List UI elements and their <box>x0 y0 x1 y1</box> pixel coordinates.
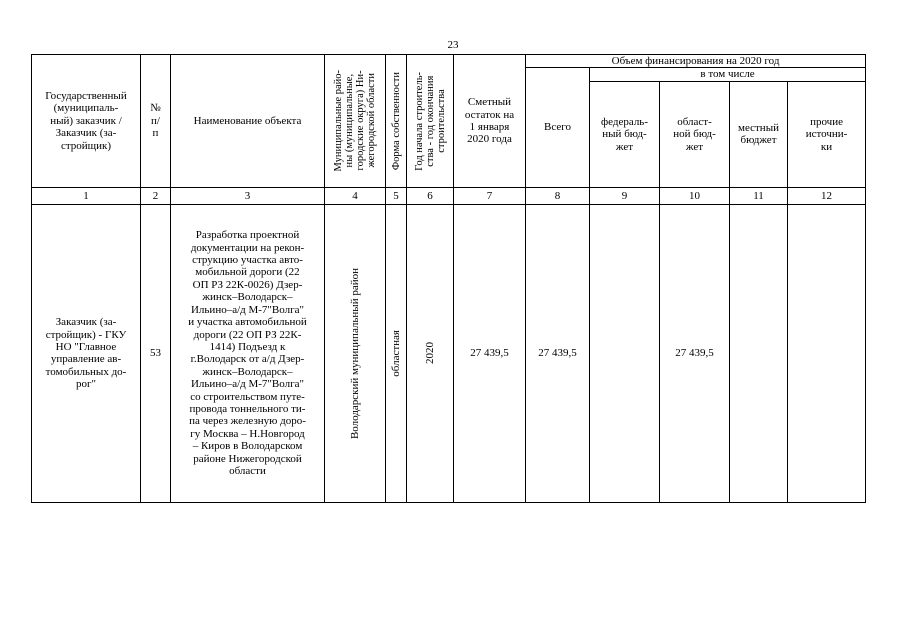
header-years: Год начала строитель- ства - год окончания строительства <box>407 55 454 188</box>
row-ownership: областная <box>386 204 407 502</box>
row-other <box>788 204 866 502</box>
header-number: № п/ п <box>141 55 171 188</box>
column-number: 11 <box>730 187 788 204</box>
header-other: прочие источни- ки <box>788 81 866 187</box>
column-number: 10 <box>660 187 730 204</box>
column-number-row <box>32 187 866 204</box>
row-district: Володарский муниципальный район <box>325 204 386 502</box>
column-number: 5 <box>386 187 407 204</box>
table-row <box>32 204 866 502</box>
investment-table <box>31 54 866 503</box>
row-object-name: Разработка проектной документации на рекон- струкцию участка авто- мобильной дороги (22 ОП РЗ 22К-0026) Дзер- жинск–Володарск– Ильино–а/д М-7"Волга" и участка автомобильной дороги (22 ОП РЗ 22К- 1414) Подъезд к г.Володарск от а/д Дзер- жинск–Володарск– Ильино–а/д М-7"Волга" со строительством путе- провода тоннельного ти- па через железную доро- гу Москва – Н.Новгород – Киров в Володарском районе Нижегородской области <box>171 204 325 502</box>
row-remaining: 27 439,5 <box>454 204 526 502</box>
row-number: 53 <box>141 204 171 502</box>
row-years: 2020 <box>407 204 454 502</box>
column-number: 12 <box>788 187 866 204</box>
row-local <box>730 204 788 502</box>
header-funding-title: Объем финансирования на 2020 год <box>526 55 866 68</box>
column-number: 9 <box>590 187 660 204</box>
column-number: 8 <box>526 187 590 204</box>
header-federal: федераль- ный бюд- жет <box>590 81 660 187</box>
row-total: 27 439,5 <box>526 204 590 502</box>
column-number: 1 <box>32 187 141 204</box>
header-ownership: Форма собственности <box>386 55 407 188</box>
header-district: Муниципальные райо- ны (муниципальные, городские округа) Ни- жегородской области <box>325 55 386 188</box>
header-local: местный бюджет <box>730 81 788 187</box>
header-total: Всего <box>526 68 590 187</box>
column-number: 4 <box>325 187 386 204</box>
row-customer: Заказчик (за- стройщик) - ГКУ НО "Главное управление ав- томобильных до- рог" <box>32 204 141 502</box>
column-number: 3 <box>171 187 325 204</box>
row-regional: 27 439,5 <box>660 204 730 502</box>
column-number: 6 <box>407 187 454 204</box>
column-number: 7 <box>454 187 526 204</box>
header-including: в том числе <box>590 68 866 81</box>
header-customer: Государственный (муниципаль- ный) заказчик / Заказчик (за- стройщик) <box>32 55 141 188</box>
header-object-name: Наименование объекта <box>171 55 325 188</box>
header-remaining: Сметный остаток на 1 января 2020 года <box>454 55 526 188</box>
row-federal <box>590 204 660 502</box>
page-number: 23 <box>447 39 459 51</box>
column-number: 2 <box>141 187 171 204</box>
header-regional: област- ной бюд- жет <box>660 81 730 187</box>
